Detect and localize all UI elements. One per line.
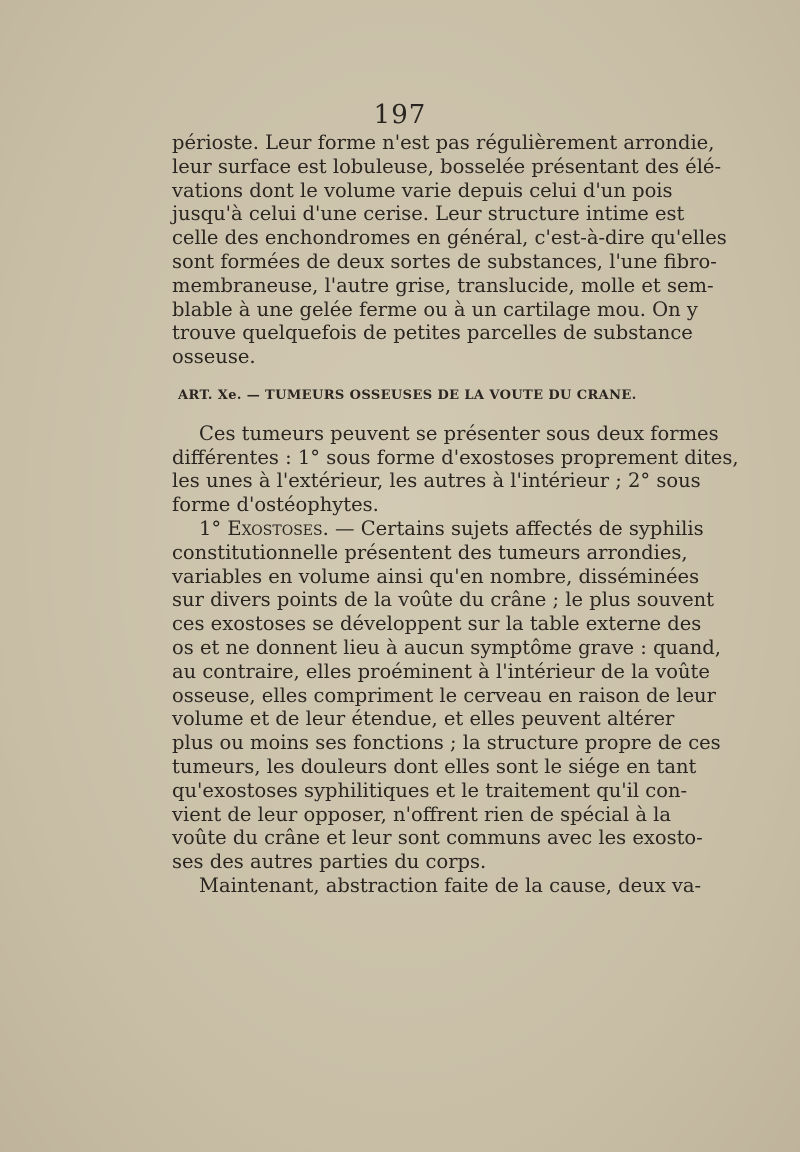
text-fragment: — Certains sujets affectés de syphilis bbox=[328, 516, 704, 540]
text-line: au contraire, elles proéminent à l'intérieur de la voûte bbox=[172, 659, 710, 683]
text-line: qu'exostoses syphilitiques et le traitement qu'il con- bbox=[172, 778, 688, 802]
text-line: osseuse. bbox=[172, 345, 256, 369]
text-line: celle des enchondromes en général, c'est-à-dire qu'elles bbox=[172, 226, 727, 250]
text-line: vations dont le volume varie depuis celui d'un pois bbox=[172, 178, 673, 202]
text-line: ces exostoses se développent sur la table externe des bbox=[172, 612, 702, 636]
text-line: voûte du crâne et leur sont communs avec les exosto- bbox=[172, 826, 703, 850]
paragraph-continuation bbox=[172, 131, 727, 369]
text-line: trouve quelquefois de petites parcelles de substance bbox=[172, 321, 693, 345]
paragraph-next bbox=[172, 873, 702, 898]
text-line: périoste. Leur forme n'est pas régulièrement arrondie, bbox=[172, 131, 715, 154]
paragraph-exostoses bbox=[172, 516, 721, 874]
text-line: tumeurs, les douleurs dont elles sont le siége en tant bbox=[172, 754, 697, 778]
subsection-title: 1° Exostoses. bbox=[199, 516, 329, 540]
page-text bbox=[172, 131, 739, 898]
text-line: Maintenant, abstraction faite de la cause, deux va- bbox=[199, 873, 702, 897]
text-line: les unes à l'extérieur, les autres à l'intérieur ; 2° sous bbox=[172, 469, 701, 493]
text-line: sont formées de deux sortes de substances, l'une fibro- bbox=[172, 249, 717, 273]
text-line: forme d'ostéophytes. bbox=[172, 493, 379, 517]
text-line: blable à une gelée ferme ou à un cartilage mou. On y bbox=[172, 297, 698, 321]
section-heading: ART. Xe. — TUMEURS OSSEUSES DE LA VOUTE DU CRANE. bbox=[178, 387, 637, 403]
text-line: différentes : 1° sous forme d'exostoses proprement dites, bbox=[172, 445, 739, 469]
text-line: osseuse, elles compriment le cerveau en raison de leur bbox=[172, 683, 716, 707]
text-line bbox=[172, 516, 704, 541]
text-line: jusqu'à celui d'une cerise. Leur structure intime est bbox=[172, 202, 685, 226]
text-line: leur surface est lobuleuse, bosselée présentant des élé- bbox=[172, 154, 722, 178]
text-line: constitutionnelle présentent des tumeurs arrondies, bbox=[172, 540, 688, 564]
text-line: variables en volume ainsi qu'en nombre, disséminées bbox=[172, 564, 700, 588]
text-line: ses des autres parties du corps. bbox=[172, 850, 487, 874]
page-number: 197 bbox=[373, 100, 427, 130]
text-line: vient de leur opposer, n'offrent rien de spécial à la bbox=[172, 802, 672, 826]
text-line: volume et de leur étendue, et elles peuvent altérer bbox=[172, 707, 675, 731]
text-line: os et ne donnent lieu à aucun symptôme grave : quand, bbox=[172, 635, 721, 659]
text-line: membraneuse, l'autre grise, translucide, molle et sem- bbox=[172, 273, 714, 297]
text-line: sur divers points de la voûte du crâne ; le plus souvent bbox=[172, 588, 715, 612]
text-line: plus ou moins ses fonctions ; la structure propre de ces bbox=[172, 731, 721, 755]
text-line: Ces tumeurs peuvent se présenter sous deux formes bbox=[199, 421, 719, 445]
paragraph-intro bbox=[172, 421, 739, 517]
